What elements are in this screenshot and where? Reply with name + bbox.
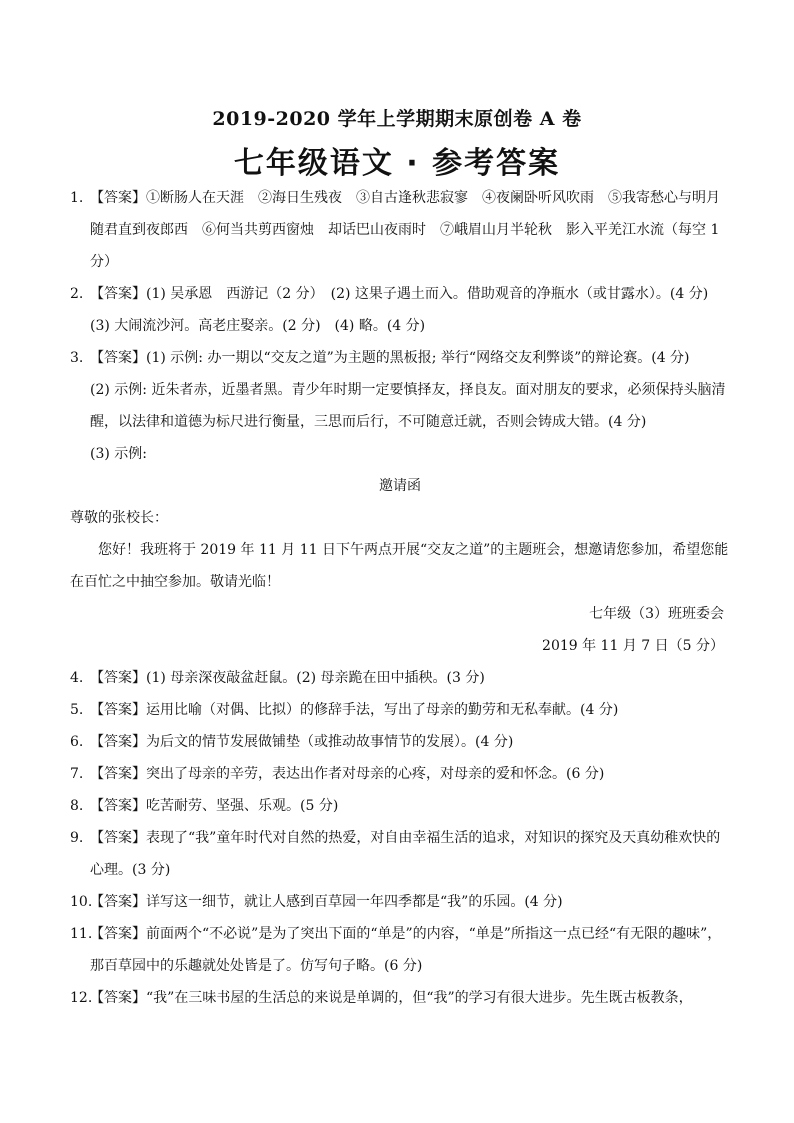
answer-2-sub-3: (3) 大闹流沙河。高老庄娶亲。(2 分) (4) 略。(4 分)	[90, 318, 426, 334]
page-title: 七年级语文 · 参考答案	[233, 146, 561, 181]
answer-3-sub-2: (2) 示例: 近朱者赤，近墨者黑。青少年时期一定要慎择友，择良友。面对朋友的要求，必须保持头脑清醒，以法律和道德为标尺进行衡量，三思而后行，不可随意迁就，否则会铸成大错。(4 分)	[90, 382, 726, 430]
answer-item-8	[70, 790, 730, 822]
answer-text: 【答案】详写这一细节，就让人感到百草园一年四季都是“我”的乐园。(4 分)	[90, 894, 563, 910]
answer-text: 【答案】前面两个“不必说”是为了突出下面的“单是”的内容，“单是”所指这一点已经“有无限的趣味”，那百草园中的乐趣就处处皆是了。仿写句子略。(6 分)	[90, 926, 722, 974]
answer-item-11	[70, 918, 730, 982]
letter-body: 您好！我班将于 2019 年 11 月 11 日下午两点开展“交友之道”的主题班会，想邀请您参加，希望您能在百忙之中抽空参加。敬请光临！	[70, 542, 729, 590]
answer-text: 【答案】(1) 母亲深夜敲盆赶鼠。(2) 母亲跪在田中插秧。(3 分)	[90, 670, 485, 686]
answer-item-10	[70, 886, 730, 918]
answer-number: 9.	[70, 830, 84, 846]
answer-text: 【答案】吃苦耐劳、坚强、乐观。(5 分)	[90, 798, 339, 814]
answer-text: 【答案】运用比喻（对偶、比拟）的修辞手法，写出了母亲的勤劳和无私奉献。(4 分)	[90, 702, 619, 718]
answer-number: 7.	[70, 766, 84, 782]
answer-item-7	[70, 758, 730, 790]
answer-number: 8.	[70, 798, 84, 814]
answer-item-6	[70, 726, 730, 758]
answer-text: 【答案】表现了“我”童年时代对自然的热爱，对自由幸福生活的追求，对知识的探究及天真幼稚欢快的心理。(3 分)	[90, 830, 721, 878]
answer-content	[70, 182, 730, 1014]
answer-item-3	[70, 342, 730, 374]
answer-text: 【答案】(1) 示例: 办一期以“交友之道”为主题的黑板报; 举行“网络交友利弊谈”的辩论赛。(4 分)	[90, 350, 690, 366]
answer-text: 【答案】为后文的情节发展做铺垫（或推动故事情节的发展）。(4 分)	[90, 734, 514, 750]
answer-text: 【答案】突出了母亲的辛劳，表达出作者对母亲的心疼，对母亲的爱和怀念。(6 分)	[90, 766, 605, 782]
letter-greeting: 尊敬的张校长：	[70, 510, 168, 526]
answer-item-1	[70, 182, 730, 278]
answer-item-12	[70, 982, 730, 1014]
letter-title: 邀请函	[379, 478, 421, 494]
answer-text: 【答案】(1) 吴承恩 西游记（2 分） (2) 这果子遇土而入。借助观音的净瓶水（或甘露水）。(4 分)	[90, 286, 709, 302]
answer-text: 【答案】“我”在三味书屋的生活总的来说是单调的，但“我”的学习有很大进步。先生既古板教条，	[90, 990, 693, 1006]
letter-sender: 七年级（3）班班委会	[589, 606, 724, 622]
answer-number: 3.	[70, 350, 84, 366]
exam-subtitle: 2019-2020 学年上学期期末原创卷 A 卷	[212, 108, 582, 130]
answer-number: 4.	[70, 670, 84, 686]
answer-number: 5.	[70, 702, 84, 718]
answer-number: 6.	[70, 734, 84, 750]
answer-number: 10.	[70, 894, 93, 910]
answer-number: 12.	[70, 990, 93, 1006]
answer-item-5	[70, 694, 730, 726]
answer-item-4	[70, 662, 730, 694]
answer-number: 11.	[70, 926, 93, 942]
answer-item-9	[70, 822, 730, 886]
answer-item-2	[70, 278, 730, 310]
answer-text: 【答案】①断肠人在天涯 ②海日生残夜 ③自古逢秋悲寂寥 ④夜阑卧听风吹雨 ⑤我寄愁心与明月随君直到夜郎西 ⑥何当共剪西窗烛 却话巴山夜雨时 ⑦峨眉山月半轮秋 影入平羌江水流（每空 1 分）	[90, 190, 720, 270]
letter-date: 2019 年 11 月 7 日（5 分）	[542, 638, 724, 654]
answer-3-sub-3: (3) 示例:	[90, 446, 147, 462]
answer-number: 1.	[70, 190, 84, 206]
answer-number: 2.	[70, 286, 84, 302]
